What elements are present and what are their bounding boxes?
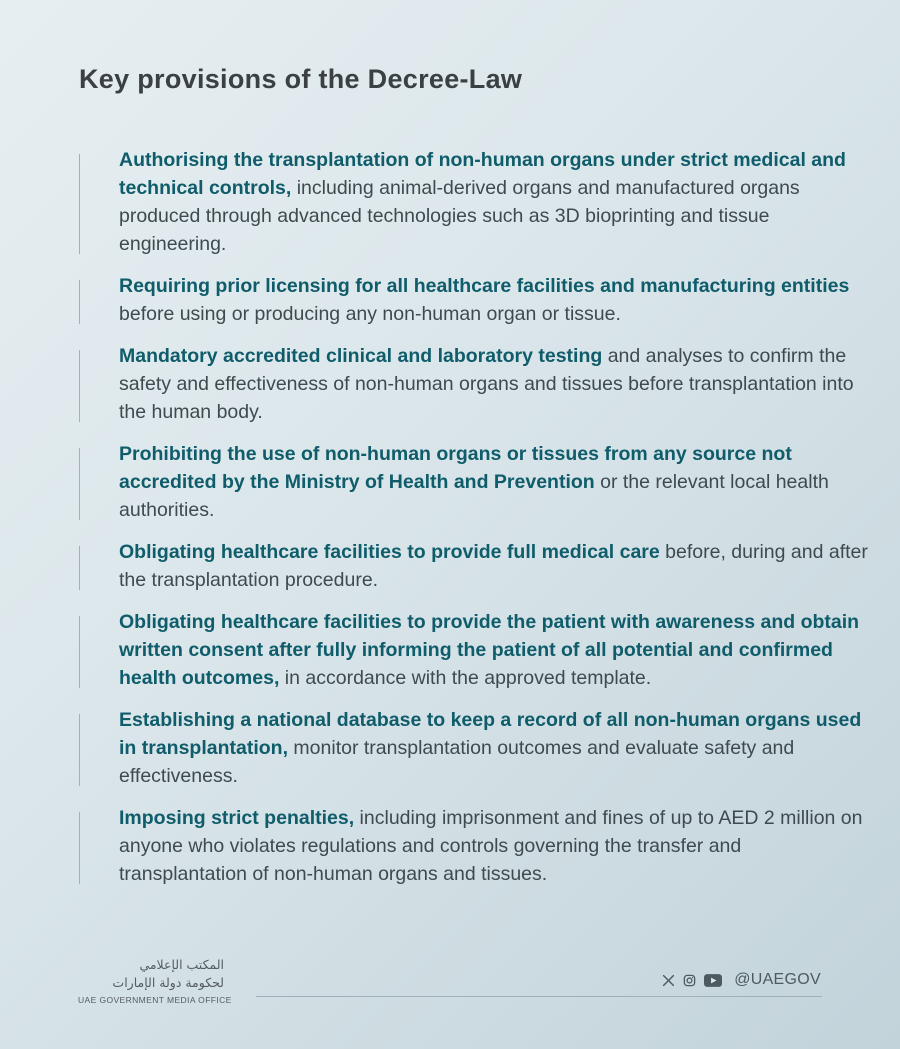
provision-item	[79, 272, 869, 328]
youtube-icon[interactable]	[704, 974, 722, 987]
provision-highlight: Imposing strict penalties,	[119, 807, 355, 829]
provision-item	[79, 146, 869, 258]
provision-body: before using or producing any non-human organ or tissue.	[119, 303, 621, 325]
provision-item	[79, 440, 869, 524]
x-icon[interactable]	[662, 974, 675, 987]
provision-text	[119, 706, 869, 790]
social-handle[interactable]: @UAEGOV	[734, 971, 821, 988]
logo-english: UAE GOVERNMENT MEDIA OFFICE	[78, 995, 232, 1005]
provision-divider	[79, 812, 80, 884]
provision-divider	[79, 350, 80, 422]
provision-body: including imprisonment and fines of up to AED 2 million on anyone who violates regulations and controls governing the transfer and transplantation of non-human organs and tissues.	[119, 807, 863, 885]
provision-body: monitor transplantation outcomes and evaluate safety and effectiveness.	[119, 737, 795, 787]
provision-highlight: Establishing a national database to keep a record of all non-human organs used in transplantation,	[119, 709, 862, 759]
provisions-list	[79, 146, 869, 902]
provision-body: and analyses to confirm the safety and effectiveness of non-human organs and tissues before transplantation into the human body.	[119, 345, 854, 423]
instagram-icon[interactable]	[683, 974, 696, 987]
provision-body: in accordance with the approved template.	[279, 667, 652, 689]
provision-text	[119, 440, 869, 524]
social-links	[662, 971, 821, 989]
provision-item	[79, 342, 869, 426]
provision-divider	[79, 154, 80, 254]
provision-text	[119, 804, 869, 888]
page-title: Key provisions of the Decree-Law	[79, 64, 523, 94]
provision-text	[119, 538, 869, 594]
provision-highlight: Obligating healthcare facilities to provide full medical care	[119, 541, 660, 563]
provision-divider	[79, 280, 80, 324]
provision-divider	[79, 616, 80, 688]
logo-arabic-line2: لحكومة دولة الإمارات	[112, 975, 224, 990]
provision-body: before, during and after the transplantation procedure.	[119, 541, 868, 591]
provision-body: or the relevant local health authorities.	[119, 471, 829, 521]
provision-text	[119, 342, 869, 426]
provision-item	[79, 538, 869, 594]
media-office-logo	[78, 956, 232, 1005]
provision-divider	[79, 546, 80, 590]
provision-divider	[79, 448, 80, 520]
provision-highlight: Obligating healthcare facilities to provide the patient with awareness and obtain written consent after fully informing the patient of all potential and confirmed health outcomes,	[119, 611, 860, 689]
provision-body: including animal-derived organs and manufactured organs produced through advanced technologies such as 3D bioprinting and tissue engineering.	[119, 177, 800, 255]
provision-divider	[79, 714, 80, 786]
provision-highlight: Authorising the transplantation of non-human organs under strict medical and technical controls,	[119, 149, 846, 199]
provision-text	[119, 146, 869, 258]
footer-divider	[256, 996, 822, 997]
provision-text	[119, 272, 869, 328]
provision-item	[79, 608, 869, 692]
logo-arabic-line1: المكتب الإعلامي	[139, 957, 224, 972]
provision-item	[79, 706, 869, 790]
provision-highlight: Prohibiting the use of non-human organs or tissues from any source not accredited by the Ministry of Health and Prevention	[119, 443, 792, 493]
provision-text	[119, 608, 869, 692]
provision-item	[79, 804, 869, 888]
provision-highlight: Mandatory accredited clinical and laboratory testing	[119, 345, 603, 367]
provision-highlight: Requiring prior licensing for all healthcare facilities and manufacturing entities	[119, 275, 850, 297]
